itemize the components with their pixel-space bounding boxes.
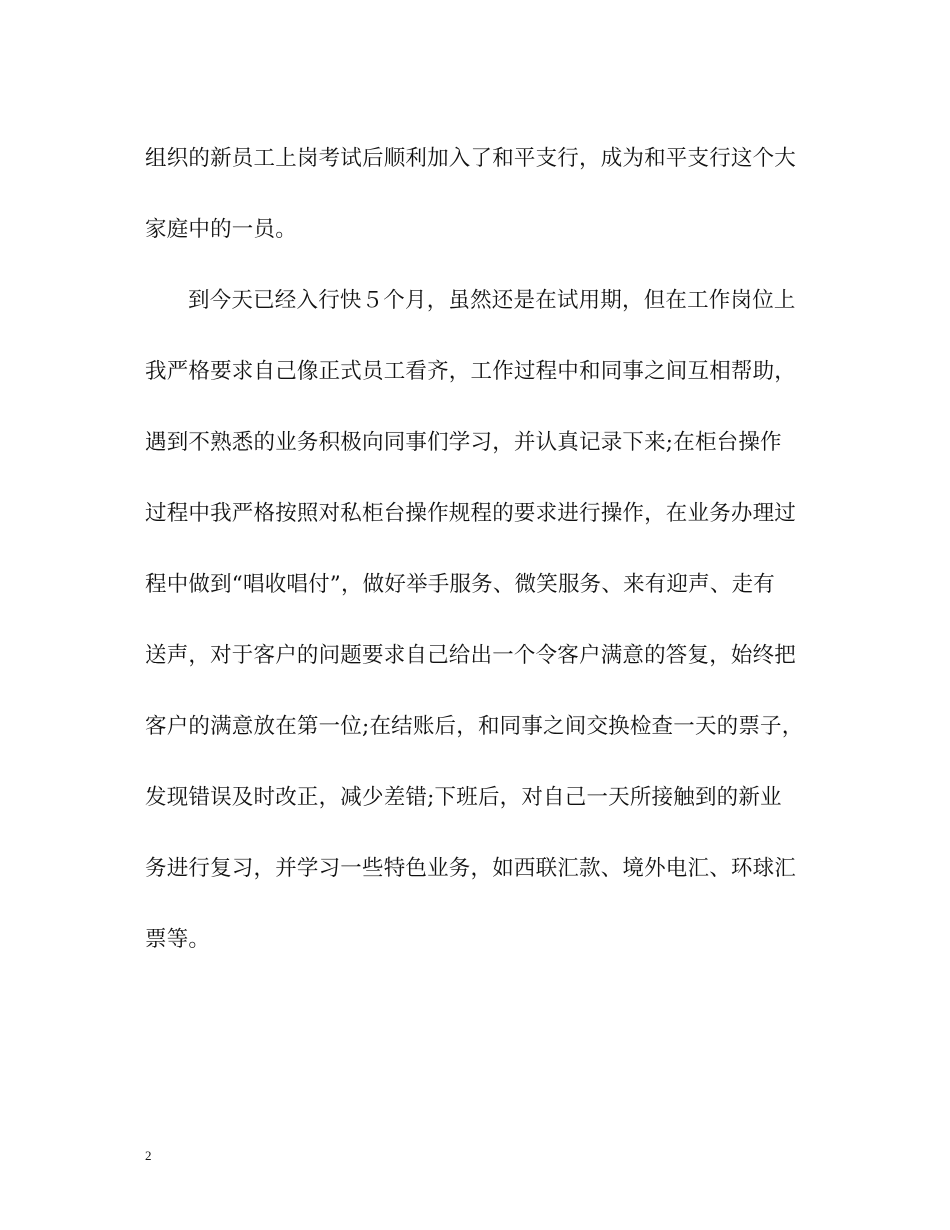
body-text-line: 务进行复习，并学习一些特色业务，如西联汇款、境外电汇、环球汇	[145, 856, 797, 881]
body-text-line: 发现错误及时改正，减少差错;下班后，对自己一天所接触到的新业	[145, 785, 782, 810]
page-number: 2	[145, 1148, 152, 1163]
body-text-line: 组织的新员工上岗考试后顺利加入了和平支行，成为和平支行这个大	[145, 146, 797, 171]
body-text-line: 送声，对于客户的问题要求自己给出一个令客户满意的答复，始终把	[145, 643, 797, 668]
paragraph-first-line: 到今天已经入行快５个月，虽然还是在试用期，但在工作岗位上	[188, 288, 796, 313]
body-text-line: 客户的满意放在第一位;在结账后，和同事之间交换检查一天的票子，	[145, 714, 804, 739]
body-text-line: 票等。	[145, 927, 211, 952]
body-text-line: 家庭中的一员。	[145, 217, 297, 242]
body-text-line: 遇到不熟悉的业务积极向同事们学习，并认真记录下来;在柜台操作	[145, 430, 782, 455]
body-text-line: 程中做到“唱收唱付”，做好举手服务、微笑服务、来有迎声、走有	[145, 572, 775, 597]
body-text-line: 我严格要求自己像正式员工看齐，工作过程中和同事之间互相帮助，	[145, 359, 797, 384]
body-text-line: 过程中我严格按照对私柜台操作规程的要求进行操作，在业务办理过	[145, 501, 797, 526]
